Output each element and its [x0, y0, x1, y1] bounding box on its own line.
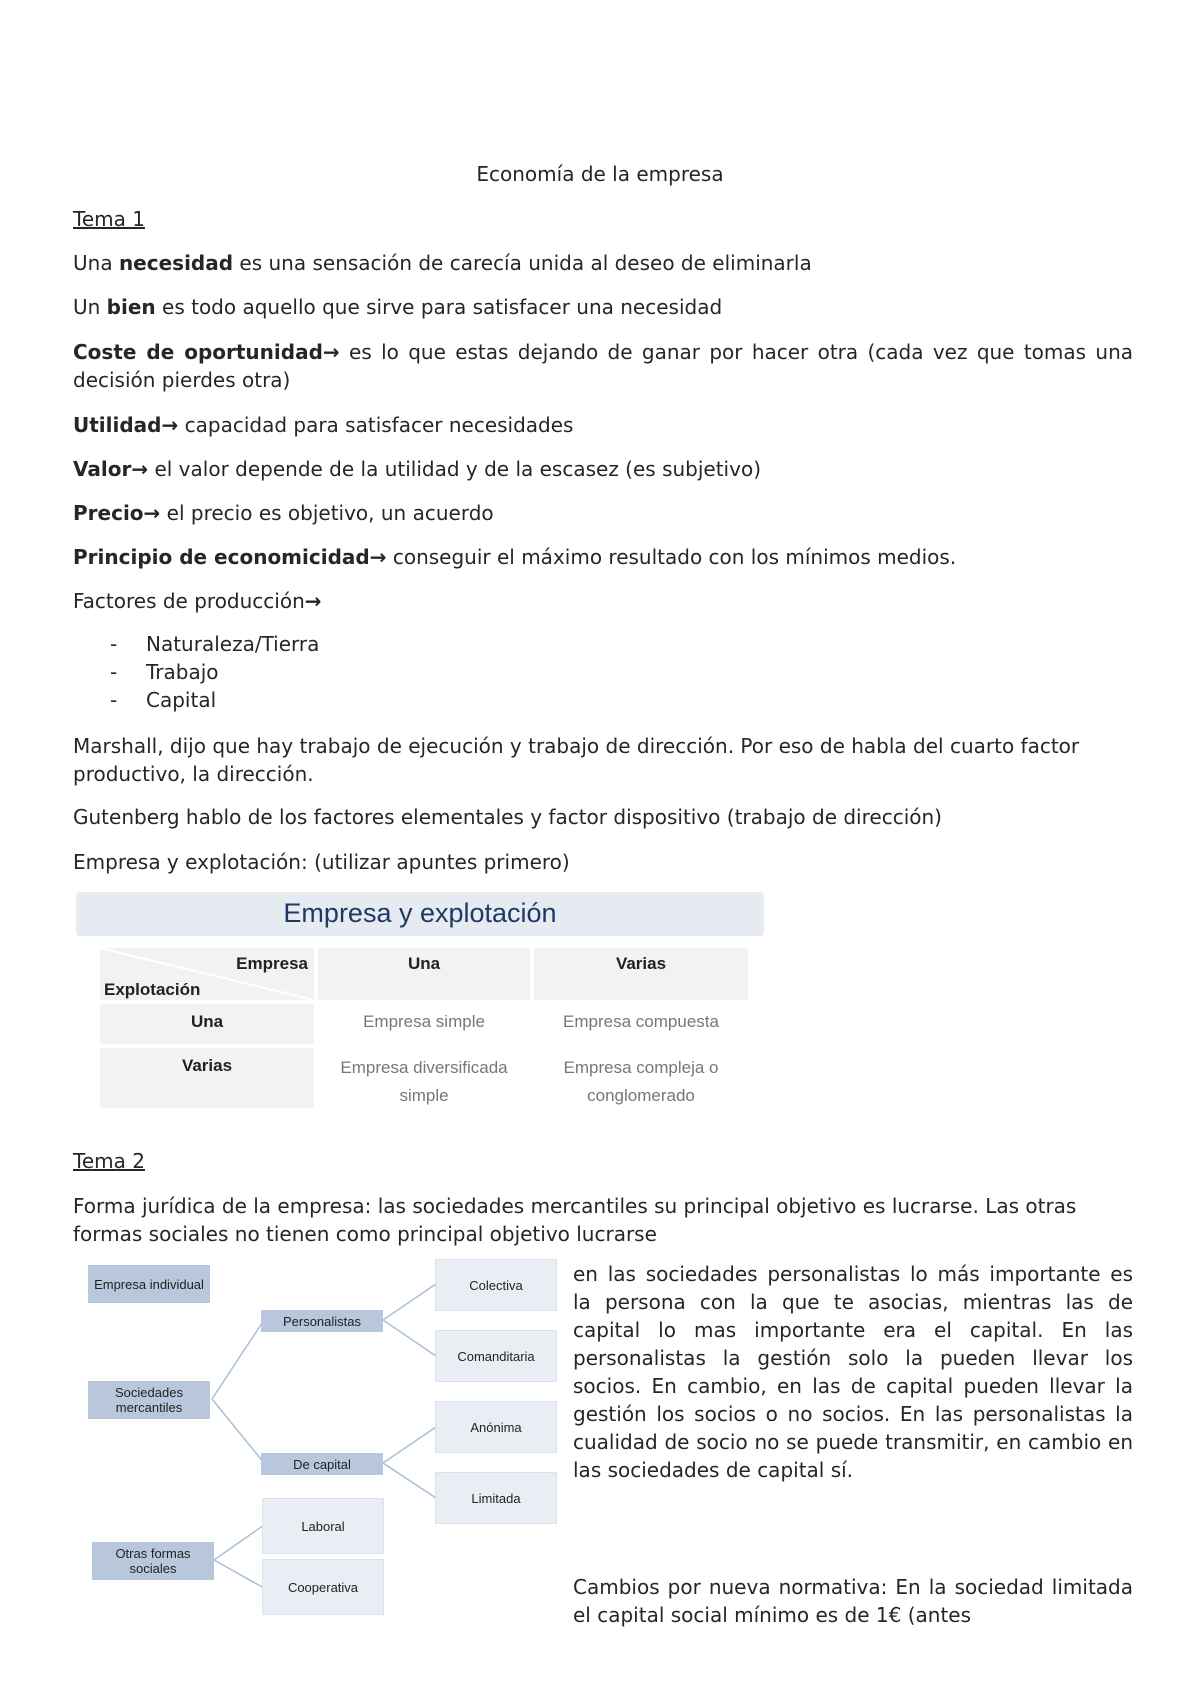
node-personalistas: Personalistas: [261, 1310, 383, 1332]
forma-juridica-diagram: [80, 1255, 560, 1625]
term-necesidad: necesidad: [118, 251, 234, 275]
paragraph-marshall: Marshall, dijo que hay trabajo de ejecución y trabajo de dirección. Por eso de habla del cuarto factor productivo, la dirección.: [73, 734, 1080, 786]
definition-utilidad: Utilidad→ capacidad para satisfacer necesidades: [73, 413, 574, 437]
arrow-icon: →: [131, 457, 149, 481]
definition-principio: Principio de economicidad→ conseguir el máximo resultado con los mínimos medios.: [73, 545, 957, 569]
definition-bien: Un bien es todo aquello que sirve para satisfacer una necesidad: [73, 295, 723, 319]
table-corner-cell: Empresa Explotación: [100, 948, 314, 1000]
section-heading-tema2: Tema 2: [73, 1149, 145, 1173]
definition-valor: Valor→ el valor depende de la utilidad y de la escasez (es subjetivo): [73, 457, 761, 481]
factores-list: [110, 630, 319, 714]
node-cooperativa: Cooperativa: [262, 1559, 384, 1615]
paragraph-gutenberg: Gutenberg hablo de los factores elementales y factor dispositivo (trabajo de dirección): [73, 805, 942, 829]
node-otras-formas-sociales: Otras formas sociales: [92, 1542, 214, 1580]
list-item: - Trabajo: [110, 660, 219, 684]
section-heading-tema1: Tema 1: [73, 207, 145, 231]
definition-precio: Precio→ el precio es objetivo, un acuerdo: [73, 501, 494, 525]
node-laboral: Laboral: [262, 1498, 384, 1554]
node-anonima: Anónima: [435, 1401, 557, 1453]
table-header-cell: Varias: [534, 948, 748, 1000]
arrow-icon: →: [369, 545, 387, 569]
node-colectiva: Colectiva: [435, 1259, 557, 1311]
table-cell: Empresa compuesta: [534, 1004, 748, 1044]
arrow-icon: →: [143, 501, 161, 525]
definition-coste-oportunidad: Coste de oportunidad→ es lo que estas dejando de ganar por hacer otra (cada vez que tomas una decisión pierdes otra): [73, 340, 1134, 392]
empresa-explotacion-table-image: [74, 890, 768, 1110]
node-sociedades-mercantiles: Sociedades mercantiles: [88, 1381, 210, 1419]
arrow-icon: →: [304, 589, 322, 613]
paragraph-forma-juridica: Forma jurídica de la empresa: las sociedades mercantiles su principal objetivo es lucrarse. Las otras formas sociales no tienen como principal objetivo lucrarse: [73, 1194, 1077, 1246]
definition-necesidad: Una necesidad es una sensación de carecía unida al deseo de eliminarla: [73, 251, 812, 275]
table-banner: Empresa y explotación: [76, 892, 764, 936]
term-coste: Coste de oportunidad: [73, 340, 323, 364]
paragraph-empresa-explotacion: Empresa y explotación: (utilizar apuntes primero): [73, 850, 570, 874]
node-de-capital: De capital: [261, 1453, 383, 1475]
table-row-label: Una: [100, 1004, 314, 1044]
table-cell: Empresa simple: [318, 1004, 530, 1044]
node-limitada: Limitada: [435, 1472, 557, 1524]
table-header-cell: Una: [318, 948, 530, 1000]
node-comanditaria: Comanditaria: [435, 1330, 557, 1382]
paragraph-cambios-normativa: Cambios por nueva normativa: En la sociedad limitada el capital social mínimo es de 1€ (antes: [573, 1575, 1133, 1627]
table-row-label: Varias: [100, 1048, 314, 1108]
document-title: Economía de la empresa: [476, 162, 724, 186]
factores-label: Factores de producción→: [73, 589, 322, 613]
list-item: - Naturaleza/Tierra: [110, 632, 320, 656]
table-cell: Empresa compleja o conglomerado: [534, 1048, 748, 1108]
paragraph-sociedades: en las sociedades personalistas lo más importante es la persona con la que te asocias, mientras las de capital lo mas importante era el capital. En las personalistas la gestión solo la pueden llevar los socios. En cambio, en las de capital pueden llevar la gestión los socios o no socios. En las personalistas la cualidad de socio no se puede transmitir, en cambio en las sociedades de capital sí.: [573, 1262, 1133, 1482]
table-cell: Empresa diversificada simple: [318, 1048, 530, 1108]
arrow-icon: →: [161, 413, 179, 437]
arrow-icon: →: [322, 340, 340, 364]
list-item: - Capital: [110, 688, 217, 712]
term-bien: bien: [106, 295, 156, 319]
node-empresa-individual: Empresa individual: [88, 1265, 210, 1303]
